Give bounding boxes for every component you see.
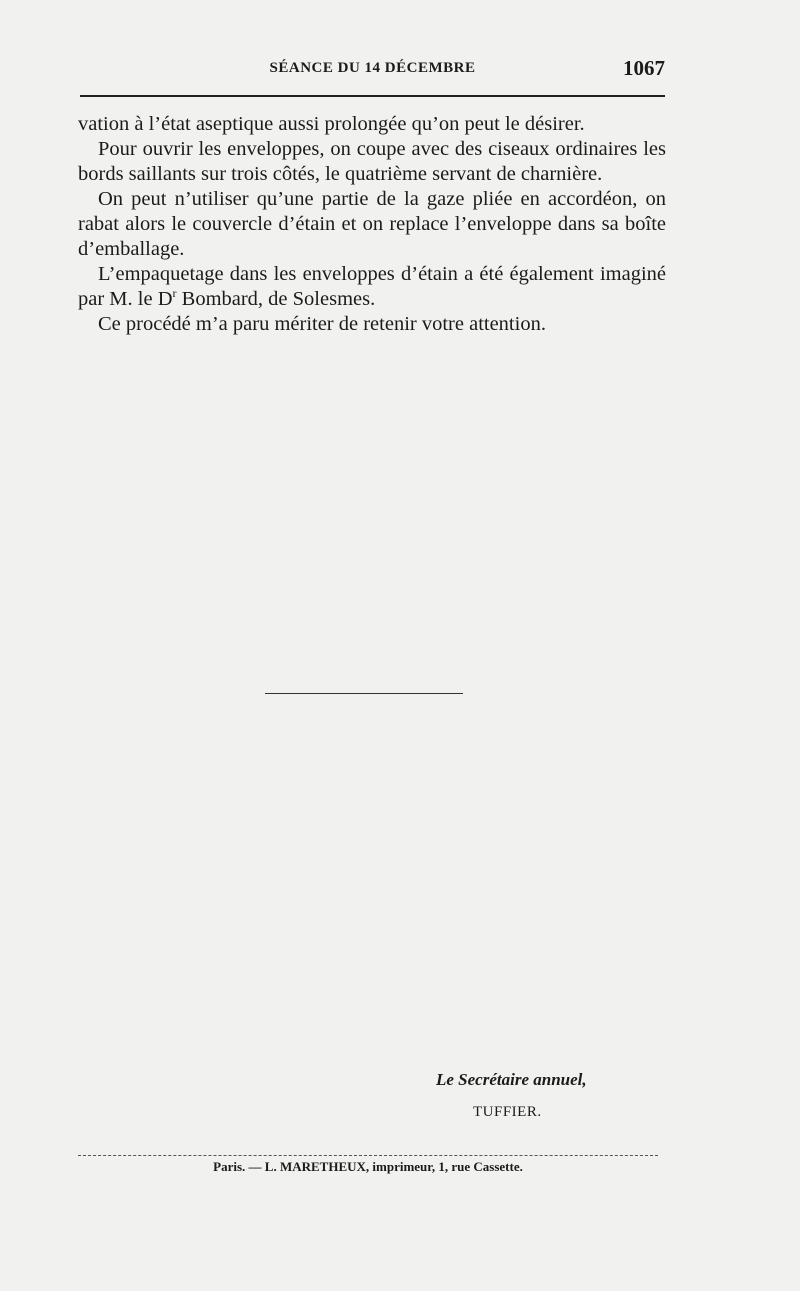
doctor-superscript: r [172,286,177,301]
signature-name: TUFFIER. [473,1104,542,1120]
paragraph-packaging-origin [78,262,666,312]
body-text [78,112,666,337]
footer-rule [78,1155,658,1156]
running-head: SÉANCE DU 14 DÉCEMBRE [269,60,476,76]
section-divider [265,693,463,694]
paragraph-partial-use: On peut n’utiliser qu’une partie de la gaze pliée en accordéon, on rabat alors le couvercle d’étain et on replace l’enveloppe dans sa boîte d’emballage. [78,188,666,260]
header-rule [80,95,665,97]
paragraph-continuation: vation à l’état aseptique aussi prolongée qu’on peut le désirer. [78,113,585,135]
packaging-text-end: Bombard, de Solesmes. [176,288,376,310]
paragraph-opening-envelopes: Pour ouvrir les enveloppes, on coupe avec des ciseaux ordinaires les bords saillants sur trois côtés, le quatrième servant de charnière. [78,138,666,185]
page-number: 1067 [623,56,665,80]
page-header [80,56,665,86]
paragraph-conclusion: Ce procédé m’a paru mériter de retenir votre attention. [98,313,546,335]
packaging-text: L’empaquetage dans les enveloppes d’étain a été également imaginé par M. le D [78,263,666,310]
printer-imprint: Paris. — L. MARETHEUX, imprimeur, 1, rue Cassette. [213,1159,523,1174]
signature-title: Le Secrétaire annuel, [436,1070,587,1089]
